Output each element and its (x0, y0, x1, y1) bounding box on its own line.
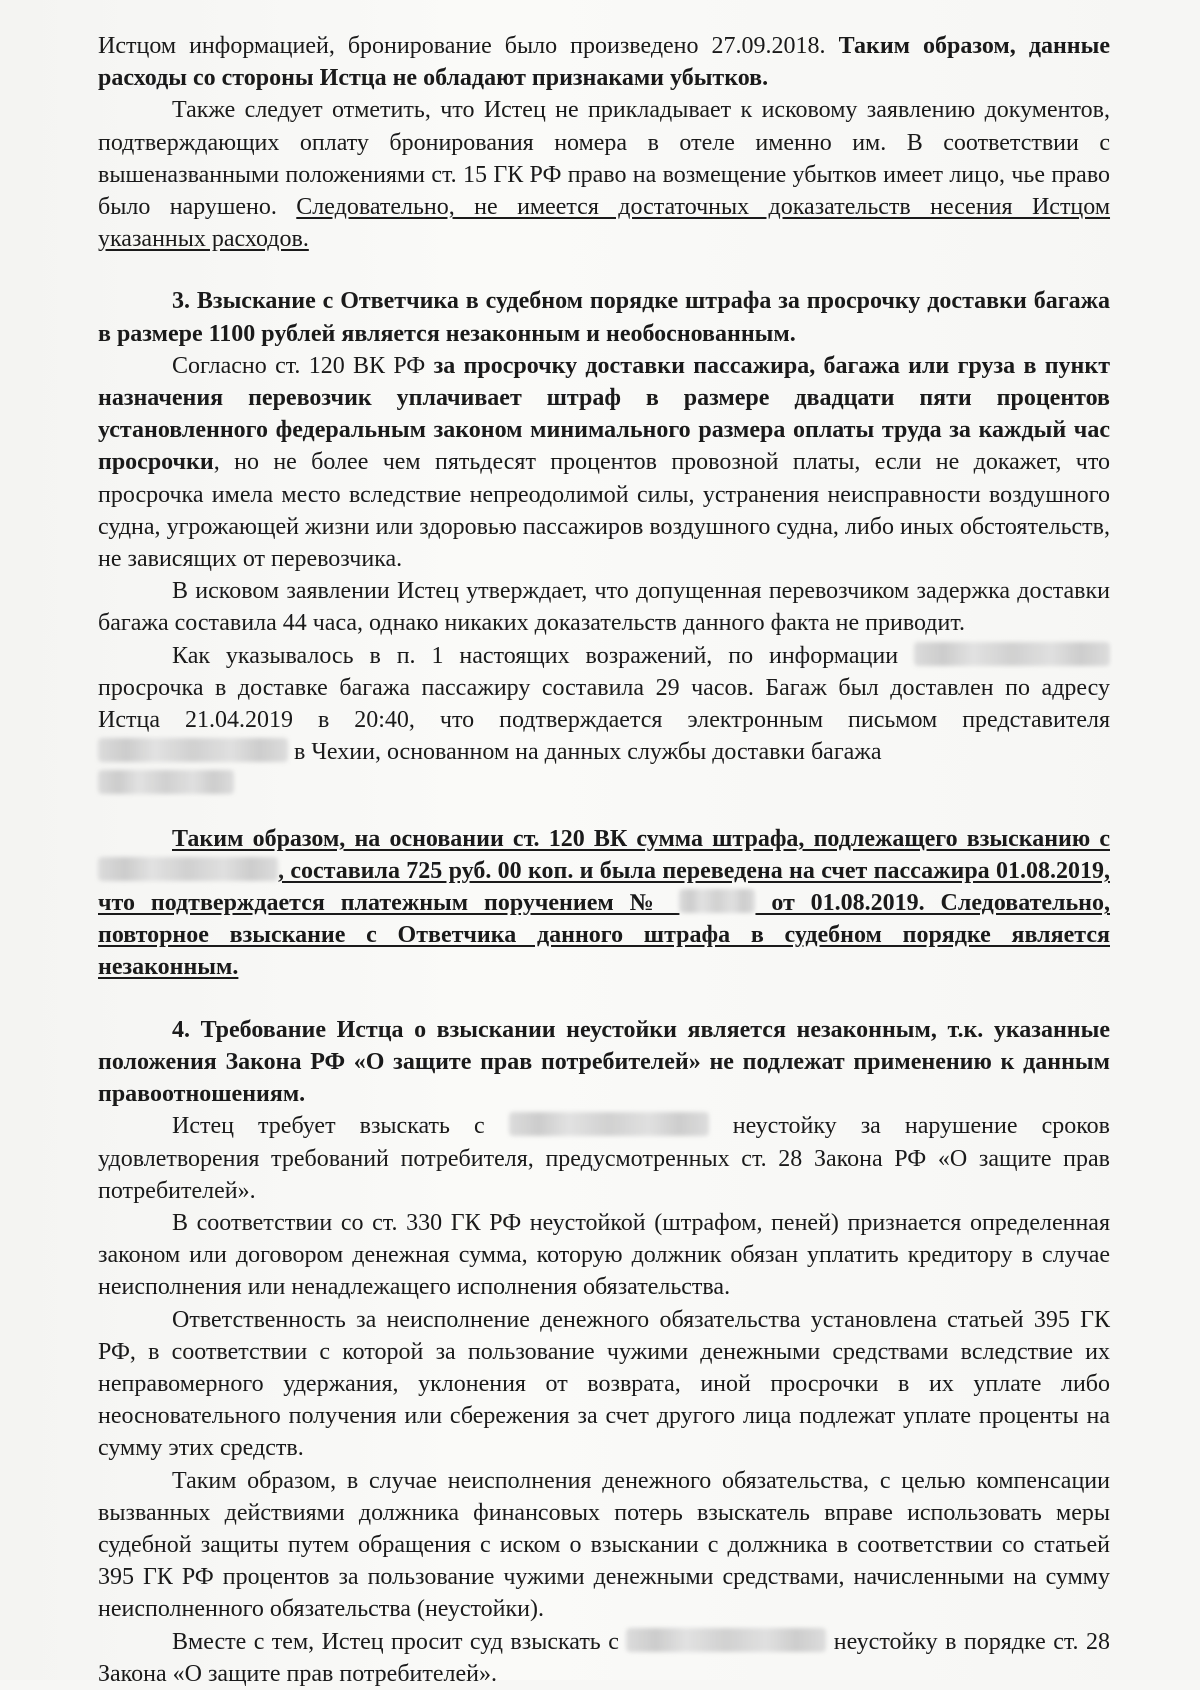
redacted-name (914, 642, 1110, 666)
paragraph-11: Вместе с тем, Истец просит суд взыскать с неустойку в порядке ст. 28 Закона «О защите прав потребителей». (98, 1628, 1110, 1687)
paragraph-2-underline: Следовательно, не имеется достаточных доказательств несения Истцом указанных расходов. (98, 194, 1111, 253)
paragraph-10: Таким образом, в случае неисполнения денежного обязательства, с целью компенсации вызванных действиями должника финансовых потерь взыскатель вправе использовать меры судебной защиты путем обращения с иском о взыскании с должника в соответствии со статьей 395 ГК РФ процентов за пользование чужими денежными средствами, начисленными на сумму неисполненного обязательства (неустойки). (98, 1467, 1110, 1623)
paragraph-2: Также следует отметить, что Истец не прикладывает к исковому заявлению документов, подтверждающих оплату бронирования номера в отеле именно им. В соответствии с вышеназванными положениями ст. 15 ГК РФ право на возмещение убытков имеет лицо, чье право было нарушено. Следовательно, не имеется достаточных доказательств несения Истцом указанных расходов. (98, 97, 1111, 253)
redacted-name (626, 1628, 826, 1652)
paragraph-9: Ответственность за неисполнение денежного обязательства установлена статьей 395 ГК РФ, в соответствии с которой за пользование чужими денежными средствами вследствие их неправомерного удержания, уклонения от возврата, иной просрочки в их уплате либо неосновательного получения или сбережения за счет другого лица подлежат уплате проценты на сумму этих средств. (98, 1306, 1110, 1462)
paragraph-8: В соответствии со ст. 330 ГК РФ неустойкой (штрафом, пеней) признается определенная законом или договором денежная сумма, которую должник обязан уплатить кредитору в случае неисполнения или ненадлежащего исполнения обязательства. (98, 1209, 1110, 1301)
redacted-name (509, 1112, 709, 1136)
section-3-heading: 3. Взыскание с Ответчика в судебном порядке штрафа за просрочку доставки багажа в размере 1100 рублей является незаконным и необоснованным. (98, 288, 1110, 347)
paragraph-1-bold: Таким образом, данные расходы со стороны Истца не обладают признаками убытков. (98, 33, 1110, 92)
redacted-name (98, 738, 288, 762)
paragraph-1: Истцом информацией, бронирование было произведено 27.09.2018. Таким образом, данные расходы со стороны Истца не обладают признаками убытков. (98, 33, 1110, 92)
redacted-name (98, 770, 234, 794)
paragraph-3: Согласно ст. 120 ВК РФ за просрочку доставки пассажира, багажа или груза в пункт назначения перевозчик уплачивает штраф в размере двадцати пяти процентов установленного федеральным законом минимального размера оплаты труда за каждый час просрочки, но не более чем пятьдесят процентов провозной платы, если не докажет, что просрочка имела место вследствие непреодолимой силы, устранения неисправности воздушного судна, угрожающей жизни или здоровью пассажиров воздушного судна, либо иных обстоятельств, не зависящих от перевозчика. (98, 352, 1110, 573)
paragraph-7: Истец требует взыскать с неустойку за нарушение сроков удовлетворения требований потребителя, предусмотренных ст. 28 Закона РФ «О защите прав потребителей». (98, 1113, 1110, 1204)
section-4-heading: 4. Требование Истца о взыскании неустойки является незаконным, т.к. указанные положения Закона РФ «О защите прав потребителей» не подлежат применению к данным правоотношениям. (98, 1016, 1110, 1108)
paragraph-6: Таким образом, на основании ст. 120 ВК сумма штрафа, подлежащего взысканию с , составила 725 руб. 00 коп. и была переведена на счет пассажира 01.08.2019, что подтверждается платежным поручением № от 01.08.2019. Следовательно, повторное взыскание с Ответчика данного штрафа в судебном порядке является незаконным. (98, 825, 1110, 981)
redacted-name (98, 857, 278, 881)
redacted-number (679, 889, 755, 913)
paragraph-4: В исковом заявлении Истец утверждает, что допущенная перевозчиком задержка доставки багажа составила 44 часа, однако никаких доказательств данного факта не приводит. (98, 578, 1110, 637)
paragraph-5: Как указывалось в п. 1 настоящих возражений, по информации просрочка в доставке багажа пассажиру составила 29 часов. Багаж был доставлен по адресу Истца 21.04.2019 в 20:40, что подтверждается электронным письмом представителя в Чехии, основанном на данных службы доставки багажа (98, 640, 1110, 801)
document-body (98, 30, 1110, 1690)
